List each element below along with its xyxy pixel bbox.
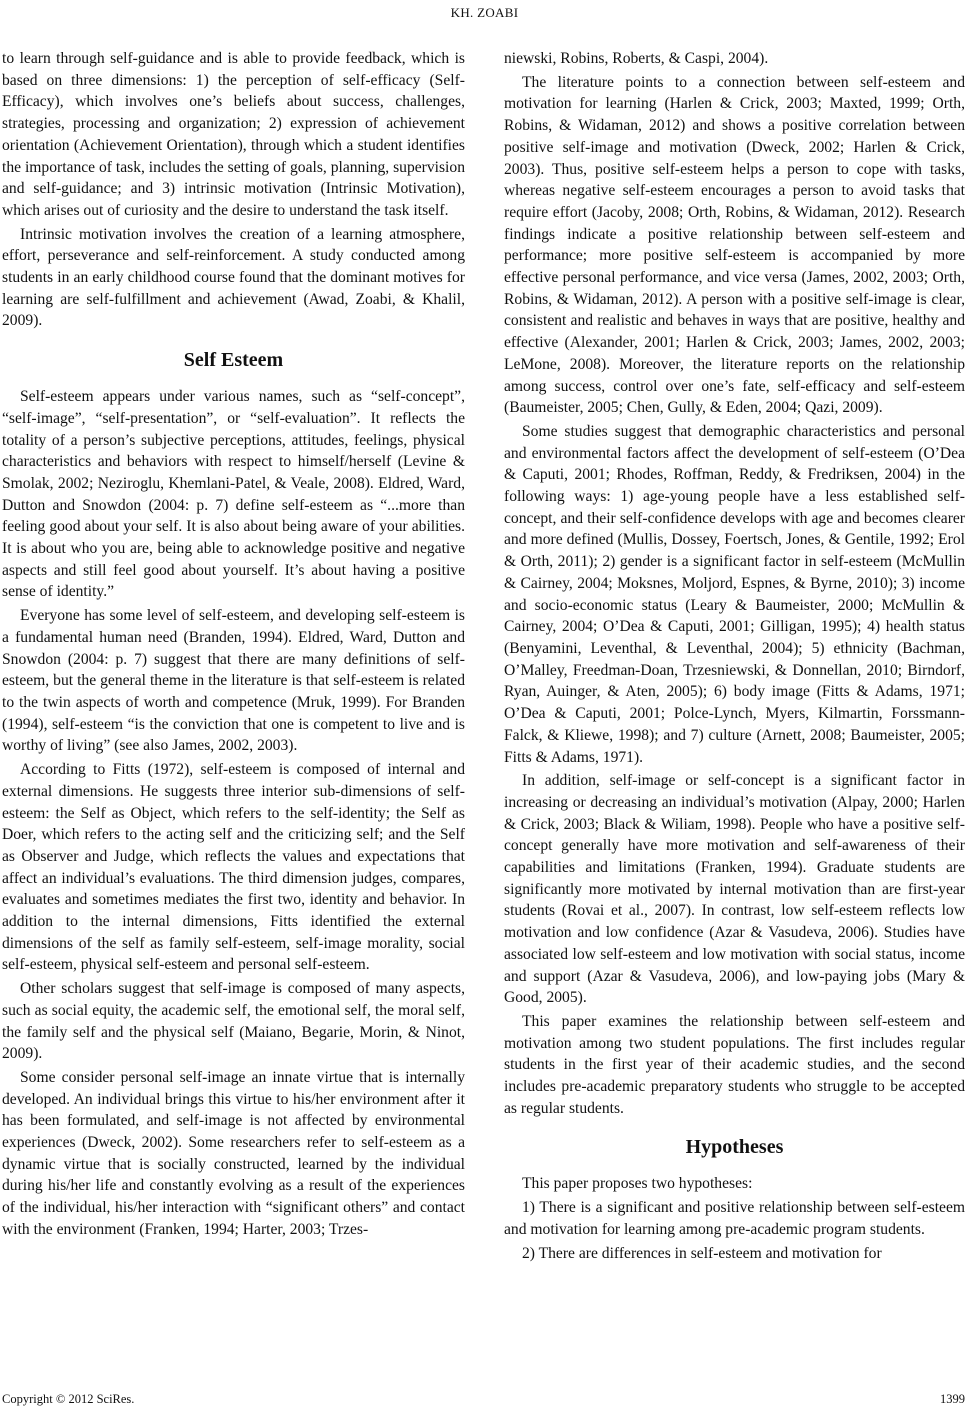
body-paragraph: According to Fitts (1972), self-esteem is composed of internal and external dimensions. He suggests three interior sub-dimensions of self-esteem: the Self as Object, which refers to the self-identity; the Self as Doer, which refers to the acting self and the criticizing self; and the Self as Observer and Judge, which reflects the values and expectations that affect an individual’s evaluations. The third dimension judges, compares, evaluates and sometimes mediates the first two, identity and behavior. In addition to the internal dimensions, Fitts identified the external dimensions of the self as family self-esteem, self-image morality, social self-esteem, physical self-esteem and personal self-esteem. bbox=[2, 761, 465, 974]
section-heading-hypotheses: Hypotheses bbox=[685, 1136, 784, 1159]
copyright-notice: Copyright © 2012 SciRes. bbox=[2, 1392, 135, 1406]
body-paragraph: Self-esteem appears under various names, such as “self-concept”, “self-image”, “self-presentation”, or “self-evaluation”. It reflects the totality of a person’s subjective perceptions, attitudes, feelings, physical characteristics and behaviors with respect to himself/herself (Levine & Smolak, 2002; Neziroglu, Khemlani-Patel, & Veale, 2008). Eldred, Ward, Dutton and Snowdon (2004: p. 7) define self-esteem as “...more than feeling good about your self. It is also about being aware of your abilities. It is about who you are, being able to acknowledge positive and negative aspects and still feel good about yourself. It’s about having a positive sense of identity.” bbox=[2, 388, 465, 601]
body-paragraph: This paper proposes two hypotheses: bbox=[522, 1175, 753, 1193]
body-paragraph: This paper examines the relationship between self-esteem and motivation among two student populations. The first includes regular students in the first year of their academic studies, and the second includes pre-academic preparatory students who struggle to be accepted as regular students. bbox=[504, 1012, 965, 1117]
body-paragraph: Intrinsic motivation involves the creation of a learning atmosphere, effort, perseverance and self-reinforcement. A study conducted among students in an early childhood course found that the dominant motives for learning are self-fulfillment and achievement (Awad, Zoabi, & Khalil, 2009). bbox=[2, 225, 465, 330]
running-head: KH. ZOABI bbox=[450, 5, 519, 20]
body-paragraph: The literature points to a connection between self-esteem and motivation for learning (Harlen & Crick, 2003; Maxted, 1999; Orth, Robins, & Widaman, 2012) and shows a positive correlation between positive self-image and motivation (Dweck, 2002; Harlen & Crick, 2003). Thus, positive self-esteem helps a person to cope with tasks, whereas negative self-esteem encourages a person to avoid tasks that require effort (Jacoby, 2008; Orth, Robins, & Widaman, 2012). Research findings indicate a positive relationship between self-esteem and performance; more positive self-esteem is accompanied by more effective personal performance, and vice versa (James, 2002, 2003; Orth, Robins, & Widaman, 2012). A person with a positive self-image is clear, consistent and realistic and behaves in ways that are positive, healthy and effective (Alexander, 2001; Harlen & Crick, 2003; James, 2002, 2003; LeMone, 2008). Moreover, the literature reports on the relationship among success, control over one’s fate, self-efficacy and self-esteem (Baumeister, 2005; Chen, Gully, & Eden, 2004; Qazi, 2009). bbox=[504, 73, 965, 417]
body-paragraph: In addition, self-image or self-concept is a significant factor in increasing or decreasing an individual’s motivation (Alpay, 2000; Harlen & Crick, 2003; Black & Wiliam, 1998). People who have a positive self-concept generally have more motivation and self-awareness of their capabilities and limitations (Franken, 1994). Graduate students are significantly more motivated by internal motivation than are first-year students (Rovai et al., 2007). In contrast, low self-esteem reflects low motivation and low confidence (Azar & Vasudeva, 2006). Studies have associated low self-esteem and low motivation with social status, income and support (Azar & Vasudeva, 2006), and low-paying jobs (Mary & Good, 2005). bbox=[504, 772, 965, 1007]
right-column bbox=[504, 48, 965, 1266]
page-number: 1399 bbox=[940, 1392, 965, 1406]
body-paragraph: Everyone has some level of self-esteem, and developing self-esteem is a fundamental human need (Branden, 1994). Eldred, Ward, Dutton and Snowdon (2004: p. 7) suggest that there are many definitions of self-esteem, but the general theme in the literature is that self-esteem is related to the twin aspects of worth and competence (Mruk, 1999). For Branden (1994), self-esteem “is the conviction that one is competent to live and is worthy of living” (see also James, 2002, 2003). bbox=[2, 607, 465, 755]
left-column bbox=[2, 48, 465, 1243]
hypothesis-1: 1) There is a significant and positive relationship between self-esteem and motivation for learning among pre-academic program students. bbox=[504, 1199, 965, 1238]
body-paragraph: Some consider personal self-image an innate virtue that is internally developed. An individual brings this virtue to his/her environment after it has been formulated, and self-image is not affected by environmental experiences (Dweck, 2002). Some researchers refer to self-esteem as a dynamic virtue that is socially constructed, learned by the individual during his/her life and constantly evolving as a result of the experiences of the individual, his/her interaction with “significant others” and contact with the environment (Franken, 1994; Harter, 2003; Trzes- bbox=[2, 1068, 465, 1238]
body-paragraph: Some studies suggest that demographic characteristics and personal and environmental factors affect the development of self-esteem (O’Dea & Caputi, 2001; Rhodes, Roffman, Reddy, & Fredriksen, 2004) in the following ways: 1) age-young people have a less established self-concept, and their self-confidence develops with age and becomes clearer and more defined (Mullis, Dossey, Foertsch, Jones, & Gentile, 1992; Erol & Orth, 2011); 2) gender is a significant factor in self-esteem (McMullin & Cairney, 2004; Moksnes, Moljord, Espnes, & Byrne, 2010); 3) income and socio-economic status (Leary & Baumeister, 2000; McMullin & Cairney, 2004; O’Dea & Caputi, 2001; Gilligan, 1995); 4) health status (Benyamini, Leventhal, & Leventhal, 2004); 5) ethnicity (Bachman, O’Malley, Freedman-Doan, Trzesniewski, & Donnellan, 2010; Birndorf, Ryan, Auinger, & Aten, 2005); 6) body image (Fitts & Adams, 1971; O’Dea & Caputi, 2001; Polce-Lynch, Myers, Kilmartin, Forssmann-Falck, & Kliewe, 1998); and 7) culture (Arnett, 2008; Baumeister, 2005; Fitts & Adams, 1971). bbox=[504, 422, 965, 766]
body-paragraph: Other scholars suggest that self-image is composed of many aspects, such as social equity, the academic self, the emotional self, the moral self, the family self and the physical self (Maiano, Begarie, Morin, & Ninot, 2009). bbox=[2, 980, 465, 1063]
body-paragraph: to learn through self-guidance and is able to provide feedback, which is based on three dimensions: 1) the perception of self-efficacy (Self-Efficacy), which involves one’s beliefs about success, challenges, strategies, processing and organization; 2) expression of achievement orientation (Achievement Orientation), through which a student identifies the importance of task, includes the setting of goals, planning, supervision and self-guidance; and 3) intrinsic motivation (Intrinsic Motivation), which arises out of curiosity and the desire to understand the task itself. bbox=[2, 50, 465, 219]
section-heading-self-esteem: Self Esteem bbox=[183, 349, 284, 372]
hypothesis-2: 2) There are differences in self-esteem and motivation for bbox=[522, 1244, 882, 1262]
body-paragraph: niewski, Robins, Roberts, & Caspi, 2004). bbox=[504, 50, 769, 67]
